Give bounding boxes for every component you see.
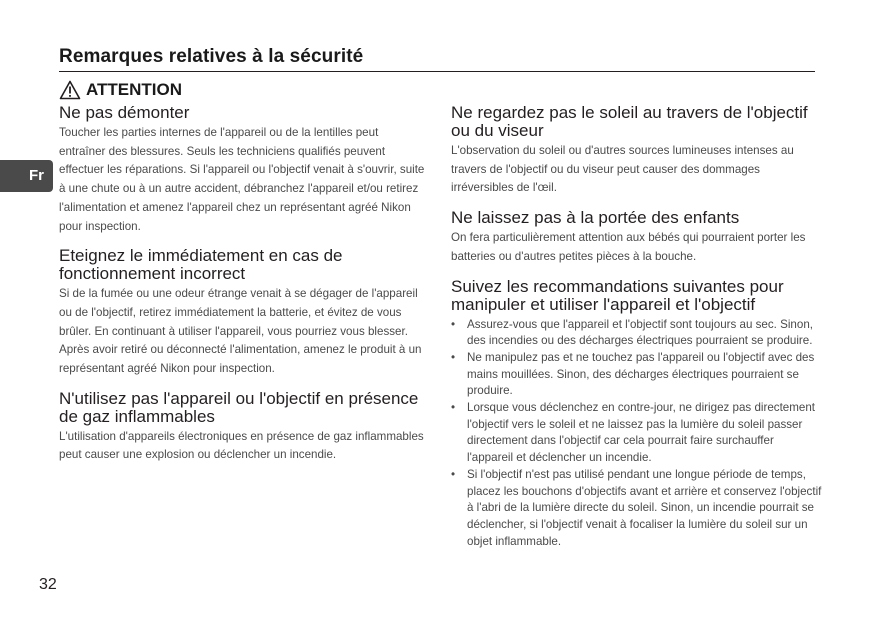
- section-heading: Ne regardez pas le soleil au travers de l'objectif ou du viseur: [451, 103, 808, 140]
- section-recommandations: [451, 278, 823, 551]
- section-heading: Ne laissez pas à la portée des enfants: [451, 208, 740, 228]
- section-text: L'observation du soleil ou d'autres sources lumineuses intenses au travers de l'objectif ou du viseur peut causer des dommages irréversibles de l'œil.: [451, 144, 794, 195]
- section-ne-pas-demonter: [59, 104, 425, 236]
- section-text: Toucher les parties internes de l'appareil ou de la lentilles peut entraîner des blessures. Seuls les techniciens qualifiés peuvent effectuer les réparations. Si l'appareil ou l'objectif venait à s'ouvrir, suite à une chute ou à un autre accident, débranchez l'appareil et/ou retirez l'alimentation et amenez l'appareil chez un représentant agréé Nikon pour inspection.: [59, 126, 425, 233]
- section-text: L'utilisation d'appareils électroniques en présence de gaz inflammables peut causer une explosion ou déclencher un incendie.: [59, 429, 424, 462]
- section-heading: N'utilisez pas l'appareil ou l'objectif en présence de gaz inflammables: [59, 388, 419, 426]
- section-heading: Suivez les recommandations suivantes pour manipuler et utiliser l'appareil et l'objectif: [451, 276, 784, 314]
- list-item: • Lorsque vous déclenchez en contre-jour, ne dirigez pas directement l'objectif vers le soleil et ne laissez pas la lumière du soleil passer directement dans l'objectif car cela pourrait faire surchauffer l'appareil et déclencher un incendie.: [451, 400, 823, 467]
- section-soleil: [451, 104, 823, 198]
- section-text: Si de la fumée ou une odeur étrange venait à se dégager de l'appareil ou de l'objectif, retirez immédiatement la batterie, et évitez de vous brûler. En continuant à utiliser l'appareil, vous pourriez vous blesser.: [59, 287, 418, 338]
- title-divider: [59, 71, 815, 72]
- section-heading: Eteignez le immédiatement en cas de fonctionnement incorrect: [59, 246, 343, 284]
- warning-triangle-icon: [59, 80, 81, 100]
- recommendations-list: [451, 317, 823, 551]
- section-heading: Ne pas démonter: [59, 103, 190, 122]
- attention-heading: [59, 78, 182, 102]
- section-eteignez: [59, 247, 425, 379]
- section-text: Après avoir retiré ou déconnecté l'alimentation, amenez le produit à un représentant agréé Nikon pour inspection.: [59, 343, 422, 376]
- page-title: Remarques relatives à la sécurité: [59, 46, 364, 67]
- list-item: • Assurez-vous que l'appareil et l'objectif sont toujours au sec. Sinon, des incendies ou des décharges électriques pourraient se produire.: [451, 317, 823, 350]
- left-column: [59, 104, 425, 474]
- section-enfants: [451, 209, 823, 266]
- page-number: 32: [39, 576, 57, 593]
- list-item: • Ne manipulez pas et ne touchez pas l'appareil ou l'objectif avec des mains mouillées. Sinon, des décharges électriques pourraient se produire.: [451, 350, 823, 400]
- section-text: On fera particulièrement attention aux bébés qui pourraient porter les batteries ou d'autres petites pièces à la bouche.: [451, 231, 806, 263]
- right-column: [451, 104, 823, 559]
- language-tab: Fr: [0, 160, 53, 192]
- list-item: • Si l'objectif n'est pas utilisé pendant une longue période de temps, placez les bouchons d'objectifs avant et arrière et conservez l'objectif à l'abri de la lumière directe du soleil. Sinon, un incendie pourrait se déclencher, si l'objectif venait à focaliser la lumière du soleil sur un objet inflammable.: [451, 467, 823, 551]
- attention-label: ATTENTION: [86, 80, 183, 99]
- section-gaz-inflammables: [59, 390, 425, 465]
